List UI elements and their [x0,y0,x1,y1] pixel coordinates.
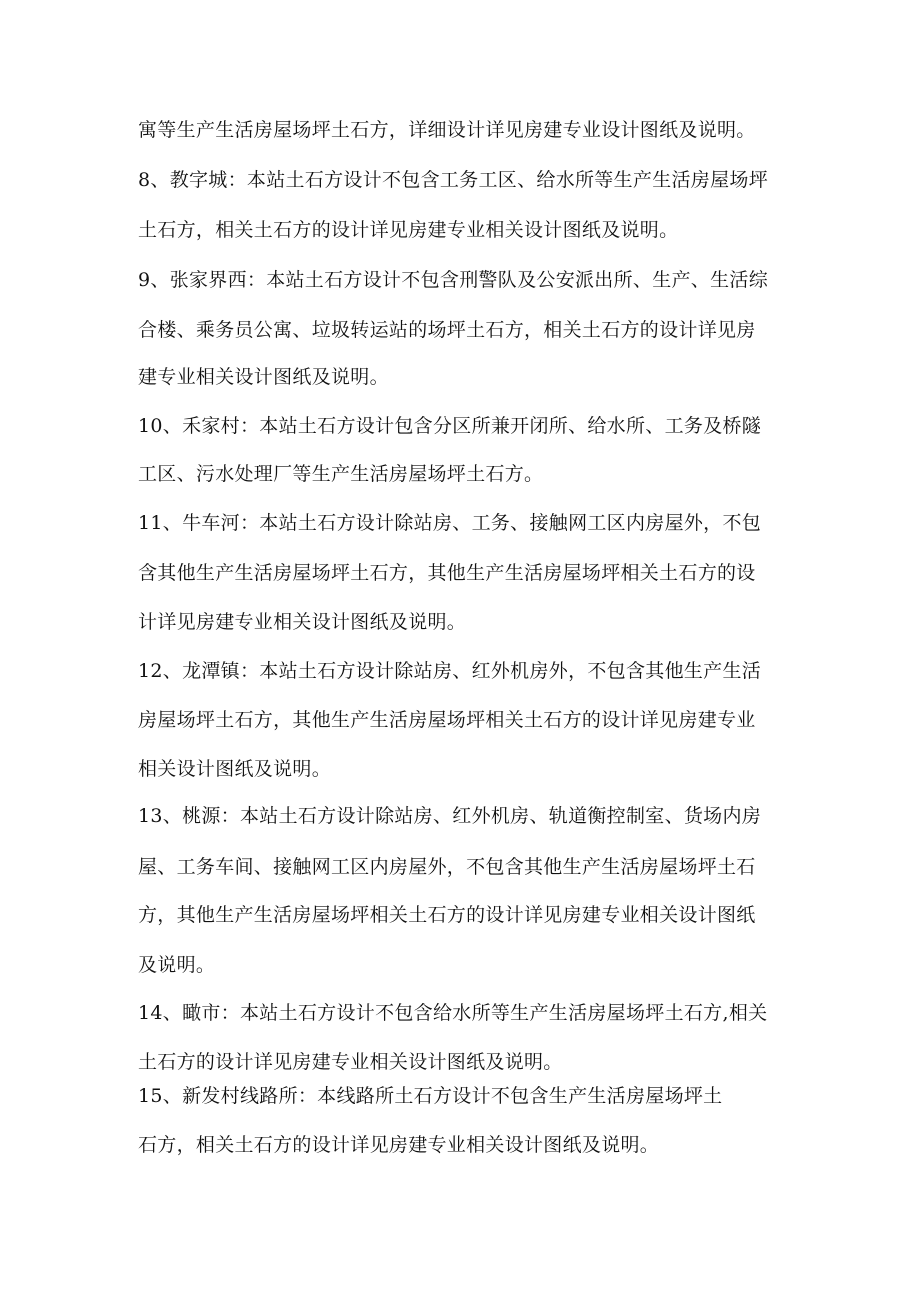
text-line: 石方，相关土石方的设计详见房建专业相关设计图纸及说明。 [138,1134,660,1156]
text-line: 9、张家界西：本站土石方设计不包含刑警队及公安派出所、生产、生活综 [138,269,768,291]
text-line: 方，其他生产生活房屋场坪相关土石方的设计详见房建专业相关设计图纸 [138,904,756,926]
text-line: 土石方，相关土石方的设计详见房建专业相关设计图纸及说明。 [138,219,679,241]
text-line: 计详见房建专业相关设计图纸及说明。 [138,611,467,633]
text-line: 14、瞰市：本站土石方设计不包含给水所等生产生活房屋场坪土石方,相关 [138,1002,768,1024]
text-line: 合楼、乘务员公寓、垃圾转运站的场坪土石方，相关土石方的设计详见房 [138,319,756,341]
text-line: 13、桃源：本站土石方设计除站房、红外机房、轨道衡控制室、货场内房 [138,805,762,827]
text-line: 屋、工务车间、接触网工区内房屋外，不包含其他生产生活房屋场坪土石 [138,856,756,878]
text-line: 11、牛车河：本站土石方设计除站房、工务、接触网工区内房屋外，不包 [138,512,762,534]
text-line: 12、龙潭镇：本站土石方设计除站房、红外机房外，不包含其他生产生活 [138,660,762,682]
text-line: 及说明。 [138,954,216,976]
text-line: 10、禾家村：本站土石方设计包含分区所兼开闭所、给水所、工务及桥隧 [138,415,762,437]
text-line: 建专业相关设计图纸及说明。 [138,366,389,388]
text-line: 含其他生产生活房屋场坪土石方，其他生产生活房屋场坪相关土石方的设 [138,562,756,584]
text-line: 寓等生产生活房屋场坪土石方，详细设计详见房建专业设计图纸及说明。 [138,119,756,141]
text-line: 15、新发村线路所：本线路所土石方设计不包含生产生活房屋场坪土 [138,1085,723,1107]
text-line: 房屋场坪土石方，其他生产生活房屋场坪相关土石方的设计详见房建专业 [138,709,756,731]
text-line: 8、教字城：本站土石方设计不包含工务工区、给水所等生产生活房屋场坪 [138,169,768,191]
text-line: 工区、污水处理厂等生产生活房屋场坪土石方。 [138,463,544,485]
text-line: 相关设计图纸及说明。 [138,758,332,780]
text-line: 土石方的设计详见房建专业相关设计图纸及说明。 [138,1051,563,1073]
